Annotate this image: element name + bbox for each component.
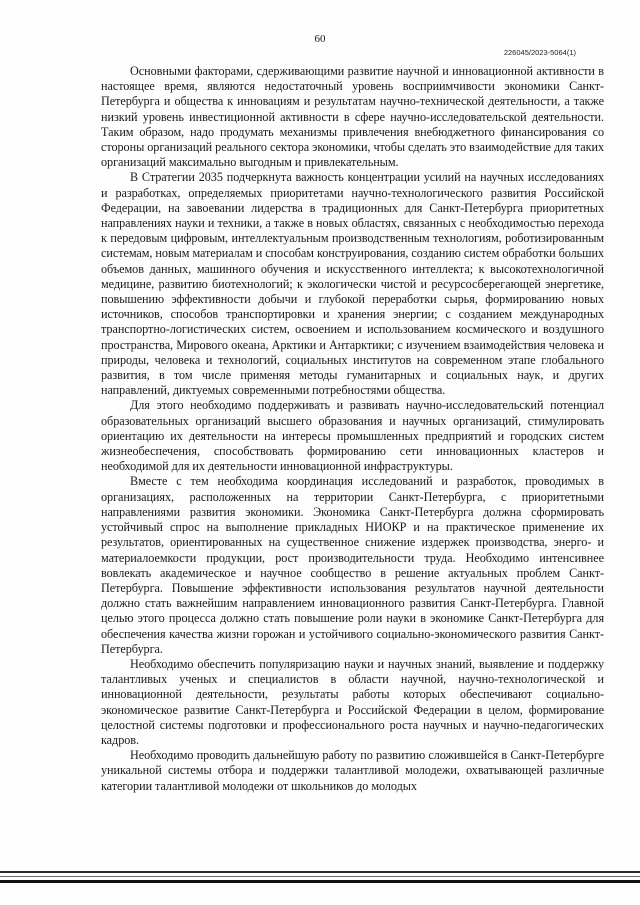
scan-edge-line (0, 880, 640, 883)
scan-edge-line (0, 871, 640, 873)
document-registration-number: 226045/2023-5064(1) (503, 48, 576, 57)
paragraph-strategy-2035: В Стратегии 2035 подчеркнута важность концентрации усилий на научных исследованиях и разработках, определяемых приоритетами научно-технологического развития Российской Федерации, на завоевании лидерства в традиционных для Санкт-Петербурга приоритетных направлениях науки и техники, а также в новых областях, связанных с необходимостью перехода к передовым цифровым, интеллектуальным производственным технологиям, роботизированным системам, новым материалам и способам конструирования, созданию систем обработки больших объемов данных, машинного обучения и искусственного интеллекта; к высокотехнологичной медицине, развитию биотехнологий; к экологически чистой и ресурсосберегающей энергетике, повышению эффективности добычи и глубокой переработки сырья, формированию новых источников, способов транспортировки и хранения энергии; с созданием международных транспортно-логистических систем, освоением и использованием космического и воздушного пространства, Мирового океана, Арктики и Антарктики; с изучением взаимодействия человека и природы, человека и технологий, социальных институтов на современном этапе глобального развития, в том числе применяя методы гуманитарных и социальных наук, и других направлений, диктуемых современными потребностями общества. (101, 170, 604, 398)
paragraph-research-potential: Для этого необходимо поддерживать и развивать научно-исследовательский потенциал образовательных организаций высшего образования и научных организаций, стимулировать ориентацию их деятельности на интересы промышленных предприятий и городских систем жизнеобеспечения, способствовать формированию сети инновационных кластеров и необходимой для их деятельности инновационной инфраструктуры. (101, 398, 604, 474)
paragraph-barriers: Основными факторами, сдерживающими развитие научной и инновационной активности в настоящее время, являются недостаточный уровень восприимчивости экономики Санкт-Петербурга и общества к инновациям и результатам научно-технической деятельности, а также низкий уровень инвестиционной активности в сфере научно-исследовательской деятельности. Таким образом, надо продумать механизмы привлечения внебюджетного финансирования со стороны организаций реального сектора экономики, чтобы сделать это взаимодействие для таких организаций максимально выгодным и привлекательным. (101, 64, 604, 170)
paragraph-popularization: Необходимо обеспечить популяризацию науки и научных знаний, выявление и поддержку талантливых ученых и специалистов в области научной, научно-технологической и инновационной деятельности, результаты работы которых обеспечивают социально-экономическое развитие Санкт-Петербурга и Российской Федерации в целом, формирование целостной системы подготовки и профессионального роста научных и научно-педагогических кадров. (101, 656, 604, 747)
document-body (101, 64, 604, 794)
page-number: 60 (314, 33, 326, 45)
paragraph-coordination: Вместе с тем необходима координация исследований и разработок, проводимых в организациях, расположенных на территории Санкт-Петербурга, с приоритетными направлениями развития экономики. Экономика Санкт-Петербурга должна сформировать устойчивый спрос на выполнение прикладных НИОКР и на практическое применение их результатов, ориентированных на существенное снижение издержек производства, энерго- и материалоемкости продукции, рост производительности труда. Необходимо интенсивнее вовлекать академическое и научное сообщество в решение актуальных проблем Санкт-Петербурга. Повышение эффективности использования результатов научной деятельности должно стать важнейшим направлением инновационного развития Санкт-Петербурга. Главной целью этого процесса должно стать повышение роли науки в экономике Санкт-Петербурга для обеспечения качества жизни горожан и устойчивого социально-экономического развития Санкт-Петербурга. (101, 474, 604, 656)
scan-edge-line (0, 876, 640, 877)
paragraph-talented-youth: Необходимо проводить дальнейшую работу по развитию сложившейся в Санкт-Петербурге уникальной системы отбора и поддержки талантливой молодежи, охватывающей различные категории талантливой молодежи от школьников до молодых (101, 748, 604, 793)
